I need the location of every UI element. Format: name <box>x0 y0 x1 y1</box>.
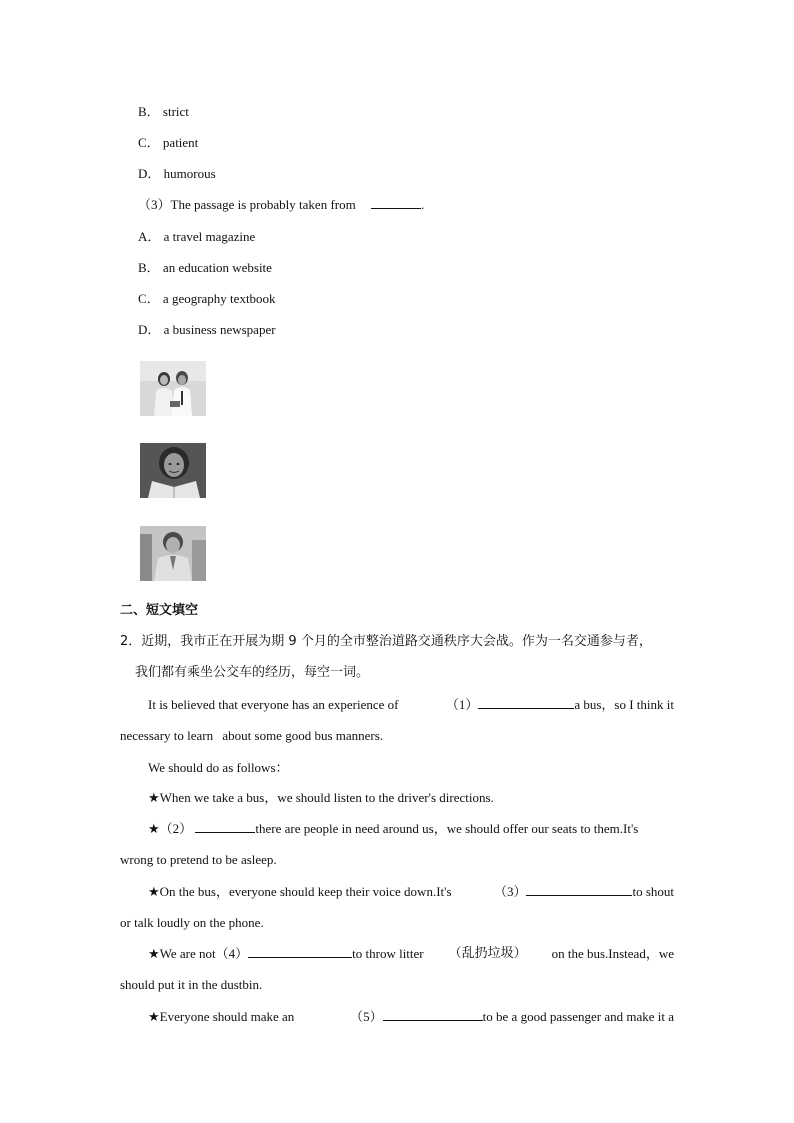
answer-blank-5[interactable] <box>383 1009 483 1021</box>
passage-line: or talk loudly on the phone. <box>120 915 264 930</box>
passage-line <box>148 821 674 837</box>
option-letter: C． <box>138 135 160 150</box>
passage-line: ★When we take a bus，we should listen to the driver's directions. <box>148 790 494 805</box>
option-text: humorous <box>163 166 216 181</box>
option-letter: B． <box>138 104 160 119</box>
passage-text: It is believed that everyone has an experience of <box>148 697 399 712</box>
option-d <box>138 322 276 338</box>
passage-text: ★On the bus，everyone should keep their voice down.It's <box>148 884 452 899</box>
question-2-instruction-cont: 我们都有乘坐公交车的经历，每空一词。 <box>135 665 370 680</box>
section-heading: 二、短文填空 <box>120 603 199 618</box>
passage-line <box>120 728 383 744</box>
option-letter: D． <box>138 166 161 181</box>
question-number: 2． <box>120 634 142 649</box>
option-c <box>138 291 276 307</box>
passage-line <box>148 1009 674 1025</box>
option-text: an education website <box>162 260 272 275</box>
passage-text: about some good bus manners. <box>222 728 384 743</box>
instruction-text: 近期，我市正在开展为期 9 个月的全市整治道路交通秩序大会战。作为一名交通参与者， <box>141 634 652 649</box>
option-text: a travel magazine <box>163 229 256 244</box>
photo-person-reading <box>140 443 206 498</box>
blank-number: ★（2） <box>148 821 193 836</box>
passage-text-chinese: （乱扔垃圾） <box>448 946 527 961</box>
passage-line: wrong to pretend to be asleep. <box>120 852 277 867</box>
blank-number: （5） <box>350 1009 383 1024</box>
option-c <box>138 135 198 151</box>
passage-line: should put it in the dustbin. <box>120 977 263 992</box>
option-text: a geography textbook <box>162 291 276 306</box>
passage-text: to throw litter <box>352 946 424 961</box>
passage-text: necessary to learn <box>120 728 214 743</box>
option-letter: D． <box>138 322 161 337</box>
passage-text: there are people in need around us，we should offer our seats to them.It's <box>255 821 639 836</box>
passage-text: ★Everyone should make an <box>148 1009 295 1024</box>
option-text: a business newspaper <box>163 322 276 337</box>
photo-young-man <box>140 526 206 581</box>
option-d <box>138 166 216 182</box>
blank-number: （3） <box>493 884 527 899</box>
passage-line <box>148 946 674 962</box>
option-letter: B． <box>138 260 160 275</box>
photo-two-people <box>140 361 206 416</box>
sub-question-3 <box>138 197 424 213</box>
answer-blank-4[interactable] <box>248 946 352 958</box>
passage-text: to be a good passenger and make it a <box>482 1009 674 1024</box>
passage-text: a bus，so I think it <box>574 697 674 712</box>
option-letter: C． <box>138 291 160 306</box>
question-number: （3） <box>138 197 171 212</box>
passage-text: to shout <box>632 884 674 899</box>
answer-blank-3[interactable] <box>526 884 632 896</box>
option-text: patient <box>162 135 199 150</box>
option-text: strict <box>162 104 189 119</box>
question-end: . <box>420 197 425 212</box>
option-b <box>138 104 189 120</box>
passage-text: on the bus.Instead，we <box>551 946 674 961</box>
answer-blank[interactable] <box>371 197 421 209</box>
passage-line: We should do as follows： <box>148 760 289 775</box>
blank-number: （1） <box>445 697 479 712</box>
answer-blank-2[interactable] <box>195 821 255 833</box>
option-b <box>138 260 272 276</box>
passage-text: ★We are not（4） <box>148 946 249 961</box>
option-a <box>138 229 255 245</box>
question-stem: The passage is probably taken from <box>170 197 356 212</box>
option-letter: A． <box>138 229 161 244</box>
answer-blank-1[interactable] <box>478 697 574 709</box>
passage-line <box>148 697 674 713</box>
question-2-instruction <box>120 634 652 650</box>
passage-line <box>148 884 674 900</box>
